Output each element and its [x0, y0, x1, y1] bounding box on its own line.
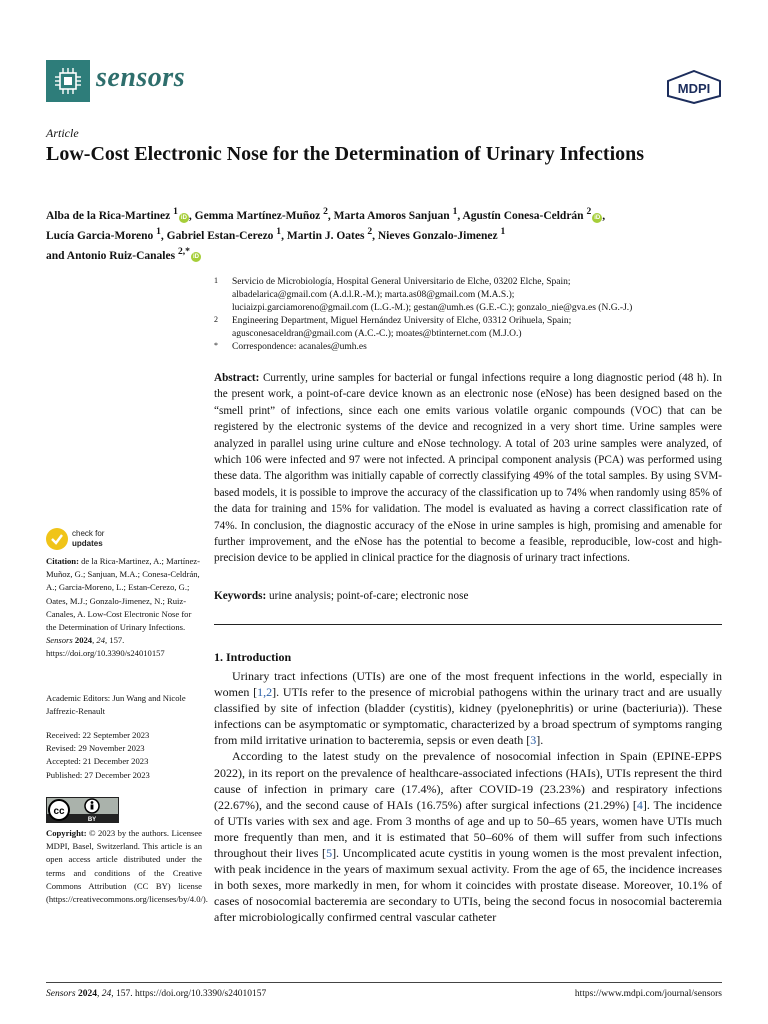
copyright-text: © 2023 by the authors. Licensee MDPI, Basel, Switzerland. This article is an open access article distributed under the terms and conditions of the Creative Commons Attribution (CC BY) license (https://creativecommons.org/licenses/by/4.0/).: [46, 828, 208, 905]
publisher-name: MDPI: [677, 81, 711, 96]
footer-divider: [46, 982, 722, 983]
check-for-updates-label: [72, 529, 104, 549]
affiliation-line: agusconesaceldran@gmail.com (A.C.-C.); moates@btinternet.com (M.J.O.): [232, 329, 522, 339]
citation-year: 2024: [74, 635, 93, 646]
author-affil-sup: 1: [452, 206, 458, 217]
author-affil-sup: 2: [323, 206, 328, 217]
citation-text: de la Rica-Martinez, A.; Martínez-Muñoz, G.; Sanjuan, M.A.; Conesa-Celdrán, A.; Garcia-Moreno, L.; Estan-Cerezo, G.; Oates, M.J.; Gonzalo-Jimenez, N.; Ruiz-Canales, A. Low-Cost Electronic Nose for the Determination of Urinary Infections.: [46, 556, 200, 633]
text-run: ]. Uncomplicated acute cystitis in young women is the most prevalent infection, with peak incidence in the years of maximum sexual activity. From the age of 65, the incidence increases in both sexes, more markedly in men, for whom it coincides with prostate disease. Moreover, 10.1% of cases of nosocomial bacteremia are secondary to UTIs, being the second focus in nosocomial bacteremia after microbiologically confirmed central vascular catheter: [214, 846, 722, 925]
mdpi-logo-icon: [666, 70, 722, 104]
abstract-label: Abstract:: [214, 372, 260, 384]
author-name[interactable]: and Antonio Ruiz-Canales: [46, 249, 176, 262]
journal-name: sensors: [96, 62, 186, 93]
author-name[interactable]: Agustín Conesa-Celdrán: [462, 209, 584, 222]
date-published: Published: 27 December 2023: [46, 769, 150, 780]
body-text: [214, 668, 722, 926]
affiliation-item: [214, 315, 734, 341]
article-title: Low-Cost Electronic Nose for the Determination of Urinary Infections: [46, 143, 645, 165]
author-name[interactable]: Gemma Martínez-Muñoz: [194, 209, 321, 222]
cc-by-label: BY: [87, 817, 97, 823]
author-affil-sup: 2: [367, 225, 373, 237]
affiliation-line: Servicio de Microbiología, Hospital General Universitario de Elche, 03202 Elche, Spain;: [232, 277, 571, 287]
reference-link[interactable]: 1,2: [257, 685, 273, 700]
citation-volume: 24: [96, 635, 105, 646]
keywords: [214, 590, 722, 602]
author-affil-sup: 1: [500, 225, 506, 237]
keywords-label: Keywords:: [214, 590, 267, 602]
paragraph: [214, 668, 722, 748]
text-run: ]. UTIs refer to the presence of microbial pathogens within the urinary tract and are usually classified by site of infection (bladder (cystitis), kidney (pyelonephritis) or urine (bacteriuria)). These infections can be asymptomatic or symptomatic, characterized by a broad spectrum of symptoms ranging from mild irritative urination to bacteremia, sepsis or even death [: [214, 685, 722, 748]
footer-journal-url[interactable]: https://www.mdpi.com/journal/sensors: [574, 989, 722, 999]
affiliation-line: Correspondence: acanales@umh.es: [232, 342, 367, 352]
affiliation-item: [214, 276, 734, 315]
check-line: check for: [72, 529, 105, 538]
affiliation-mark: *: [214, 341, 218, 350]
author-name[interactable]: Gabriel Estan-Cerezo: [166, 229, 274, 242]
section-heading: 1. Introduction: [214, 650, 292, 664]
footer-year: 2024: [77, 989, 97, 999]
affiliations: [214, 276, 734, 354]
author-name[interactable]: Martin J. Oates: [286, 229, 365, 242]
journal-logo-icon: [46, 60, 90, 102]
affiliation-line: albadelarica@gmail.com (A.d.l.R.-M.); marta.as08@gmail.com (M.A.S.);: [232, 290, 515, 300]
dates-block: [46, 729, 202, 782]
text-run: ].: [536, 733, 544, 748]
citation-journal: Sensors: [46, 635, 73, 646]
check-for-updates-button[interactable]: [46, 528, 126, 552]
citation-block: Citation: de la Rica-Martinez, A.; Martínez-Muñoz, G.; Sanjuan, M.A.; Conesa-Celdrán, A.; Garcia-Moreno, L.; Estan-Cerezo, G.; Oates, M.J.; Gonzalo-Jimenez, N.; Ruiz-Canales, A. Low-Cost Electronic Nose for the Determination of Urinary Infections. Sensors 2024, 24, 157. https://doi.org/10.3390/s24010157: [46, 556, 200, 659]
keywords-text: urine analysis; point-of-care; electronic nose: [269, 590, 469, 602]
orcid-icon[interactable]: iD: [180, 214, 187, 221]
date-accepted: Accepted: 21 December 2023: [46, 756, 149, 767]
affiliation-line: luciaizpi.garciamoreno@gmail.com (L.G.-M.); gestan@umh.es (G.E.-C.); gonzalo_nie@gva.es (N.G.-J.): [232, 303, 633, 313]
check-line: updates: [72, 539, 103, 548]
footer-journal: Sensors: [46, 989, 76, 999]
abstract: [214, 370, 722, 567]
footer-citation: Sensors 2024, 24, 157. https://doi.org/10.3390/s24010157: [46, 989, 267, 999]
author-affil-sup: 1: [276, 225, 282, 237]
author-name[interactable]: Nieves Gonzalo-Jimenez: [377, 229, 498, 242]
author-list: Alba de la Rica-Martinez $^1$iD , Gemma Martínez-Muñoz $^2$, Marta Amoros Sanjuan $^1$, Agustín Conesa-Celdrán $^2$iD , Lucía Garcia-Moreno $^1$, Gabriel Estan-Cerezo $^1$, Martin J. Oates $^2$, Nieves Gonzalo-Jimenez $^1$ and Antonio Ruiz-Canales $^{2,*}$iD: [46, 206, 606, 262]
svg-text:cc: cc: [53, 806, 65, 817]
paragraph: [214, 748, 722, 925]
footer-doi[interactable]: , 157. https://doi.org/10.3390/s24010157: [111, 989, 267, 999]
author-name[interactable]: Alba de la Rica-Martinez: [46, 209, 171, 222]
reference-link[interactable]: 3: [530, 733, 537, 748]
date-received: Received: 22 September 2023: [46, 730, 150, 740]
text-run: ]. The incidence of UTIs varies with sex and age. From 3 months of age and up to 50–65 years, women have UTIs much more frequently than men, and it is estimated that 50–60% of them will suffer from such infections throughout their lives [: [214, 797, 722, 861]
reference-link[interactable]: 5: [326, 846, 333, 861]
citation-doi[interactable]: , 157. https://doi.org/10.3390/s24010157: [46, 635, 165, 659]
cc-license-icon[interactable]: [46, 797, 119, 823]
reference-link[interactable]: 4: [636, 797, 643, 812]
affiliation-mark: 1: [214, 276, 218, 285]
article-type: Article: [46, 126, 79, 140]
copyright-block: [46, 827, 208, 906]
affiliation-line: Engineering Department, Miguel Hernández University of Elche, 03312 Orihuela, Spain;: [232, 316, 572, 326]
abstract-text: Currently, urine samples for bacterial or fungal infections require a long diagnostic period (48 h). In the present work, a point-of-care device known as an electronic nose (eNose) has been designed based on the “smell print” of infections, since each one emits various volatile organic compounds (VOC) that can be registered by the electronic systems of the device and recognized in a very short time. Urine samples were analyzed in parallel using urine culture and eNose technology. A total of 203 urine samples were analyzed, of which 106 were infected and 97 were not infected. A principal component analysis (PCA) was performed using these data. The algorithm was initially capable of correctly classifying 49% of the total samples. By using SVM-based models, it is possible to improve the accuracy of the classification up to 74% when randomly using 85% of the data for training and 15% for validation. The model is evaluated as having a correct classification rate of 74%. In conclusion, the diagnostic accuracy of the eNose in urine samples is high, promising and amenable for further improvement, and the eNose has the potential to become a feasible, reproducible, low-cost and high-precision device to be applied in clinical practice for the diagnosis of urinary tract infections.: [214, 372, 722, 565]
author-affil-sup: 2: [586, 206, 592, 217]
citation-label: Citation:: [46, 556, 79, 566]
author-affil-sup: 2,*: [177, 245, 190, 257]
copyright-label: Copyright:: [46, 828, 87, 838]
check-icon: [46, 528, 68, 550]
footer-volume: 24: [101, 989, 112, 999]
text-run: According to the latest study on the prevalence of nosocomial infection in Spain (EPINE-EPPS 2022), in its report on the prevalence of healthcare-associated infections (HAIs), UTIs represent the third cause of infection in primary care (17.4%), after COVID-19 (23.23%) and respiratory infections (22.67%), and the second cause of HAIs (16.75%) after surgical infections (21.29%) [: [214, 749, 722, 812]
orcid-icon[interactable]: iD: [594, 214, 601, 221]
author-affil-sup: 1: [173, 206, 178, 217]
orcid-icon[interactable]: iD: [192, 254, 199, 261]
author-name[interactable]: Marta Amoros Sanjuan: [333, 209, 450, 222]
academic-editors: Academic Editors: Jun Wang and Nicole Jaffrezic-Renault: [46, 693, 186, 717]
author-name[interactable]: Lucía Garcia-Moreno: [46, 229, 154, 242]
text-run: Urinary tract infections (UTIs) are one of the most frequent infections in the world, especially in women [: [214, 669, 722, 700]
affiliation-mark: 2: [214, 315, 218, 324]
affiliation-item: [214, 341, 734, 354]
section-divider: [214, 624, 722, 625]
author-affil-sup: 1: [156, 225, 161, 237]
date-revised: Revised: 29 November 2023: [46, 743, 145, 754]
